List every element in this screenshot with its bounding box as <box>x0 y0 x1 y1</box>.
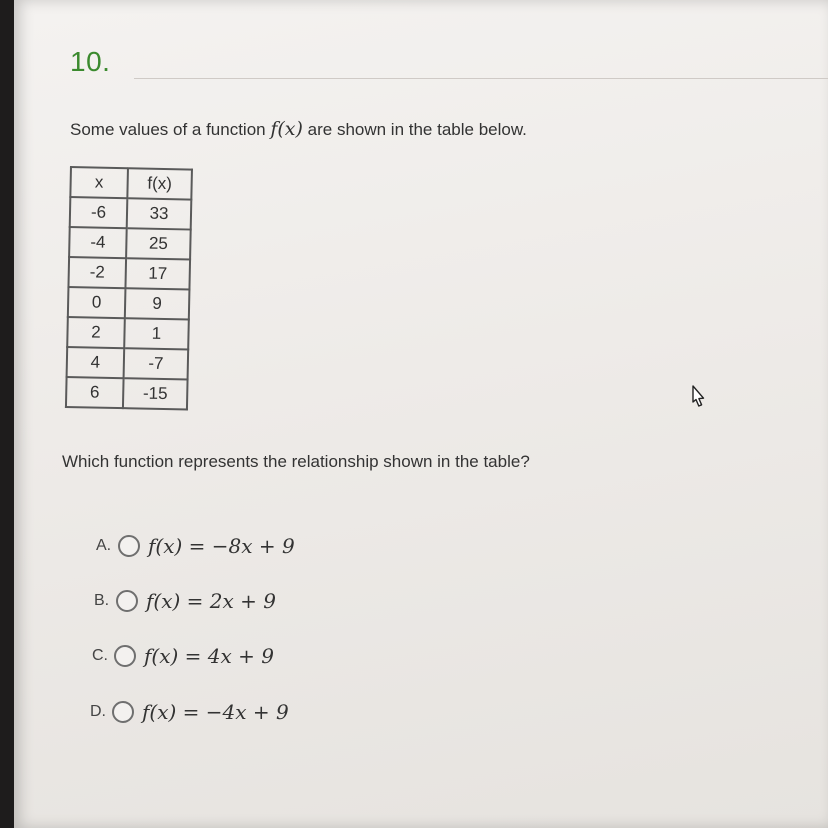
table-cell-x: -6 <box>70 197 128 228</box>
table-cell-x: -2 <box>68 257 126 288</box>
choice-c-radio[interactable] <box>114 645 136 667</box>
prompt-text-start: Some values of a function <box>70 120 271 139</box>
table-header-x: x <box>70 167 128 198</box>
choice-c-formula: f(x) = 4x + 9 <box>144 644 274 668</box>
choice-c-letter: C. <box>92 647 108 664</box>
choice-d-letter: D. <box>90 703 106 720</box>
table-cell-x: 2 <box>67 317 125 348</box>
choice-b-formula: f(x) = 2x + 9 <box>146 589 276 613</box>
header-divider <box>134 78 828 79</box>
question-prompt <box>70 118 527 140</box>
table-header-row <box>70 167 192 200</box>
choice-a-radio[interactable] <box>118 535 140 557</box>
choice-c[interactable] <box>92 644 274 668</box>
table-row <box>67 317 189 350</box>
table-row <box>70 197 192 230</box>
table-cell-x: 6 <box>66 377 124 408</box>
table-row <box>68 287 190 320</box>
choice-b-radio[interactable] <box>116 590 138 612</box>
table-cell-fx: 25 <box>126 228 191 259</box>
question-number: 10. <box>70 46 111 77</box>
table-row <box>67 347 189 380</box>
table-cell-x: 0 <box>68 287 126 318</box>
choice-a[interactable] <box>96 534 295 558</box>
table-cell-fx: -15 <box>123 378 188 409</box>
quiz-page <box>14 0 828 828</box>
prompt-text-end: are shown in the table below. <box>302 120 527 139</box>
choice-d-radio[interactable] <box>112 701 134 723</box>
values-table <box>65 166 193 411</box>
choice-b-letter: B. <box>94 592 110 609</box>
table-row <box>68 257 190 290</box>
choice-d[interactable] <box>90 700 289 724</box>
pointer-cursor-icon <box>686 384 710 417</box>
table-row <box>69 227 191 260</box>
table-cell-x: -4 <box>69 227 127 258</box>
choice-b[interactable] <box>94 589 276 613</box>
table-row <box>66 377 188 410</box>
table-cell-fx: -7 <box>124 348 189 379</box>
table-header-fx: f(x) <box>127 168 192 199</box>
prompt-function: f(x) <box>270 118 303 140</box>
table-cell-fx: 9 <box>125 288 190 319</box>
table-cell-x: 4 <box>67 347 125 378</box>
table-cell-fx: 1 <box>124 318 189 349</box>
choice-a-letter: A. <box>96 537 112 554</box>
table-cell-fx: 33 <box>127 198 192 229</box>
choice-d-formula: f(x) = −4x + 9 <box>142 700 289 724</box>
choice-a-formula: f(x) = −8x + 9 <box>148 534 295 558</box>
table-cell-fx: 17 <box>125 258 190 289</box>
question-text: Which function represents the relationship shown in the table? <box>62 452 530 471</box>
